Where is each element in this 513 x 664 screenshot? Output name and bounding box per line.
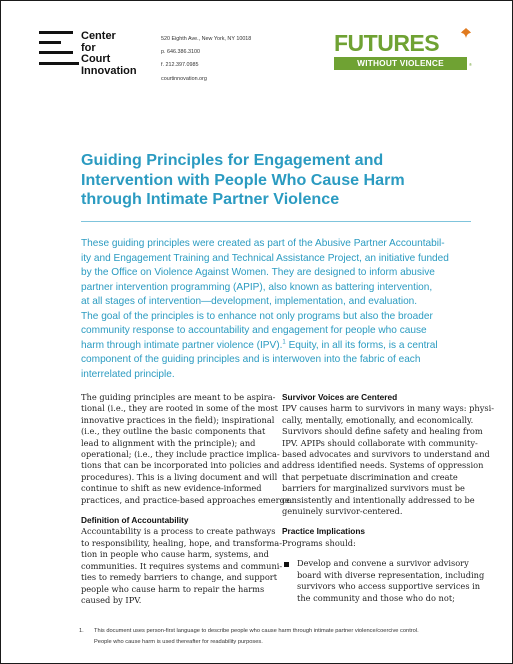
intro-line: community response to accountability and engagement for people who cause xyxy=(81,325,427,336)
body-line: innovative practices in the field); inspirational xyxy=(81,414,275,425)
footnote-line: This document uses person-first language to describe people who cause harm through intimate partner violence/coercive control. xyxy=(94,628,419,634)
section-heading: Definition of Accountability xyxy=(81,515,189,526)
section-heading: Survivor Voices are Centered xyxy=(282,392,398,402)
body-line: consistently and intentionally addressed to be xyxy=(282,494,475,505)
intro-line: interrelated principle. xyxy=(81,368,175,380)
intro-line: partner intervention programming (APIP), also known as battering intervention, xyxy=(81,281,433,293)
title-line: Intervention with People Who Cause Harm xyxy=(81,170,405,189)
square-bullet-icon xyxy=(284,562,289,567)
body-line: the community and those who do not; xyxy=(297,592,455,603)
leaf-icon xyxy=(461,28,471,38)
website: courtinnovation.org xyxy=(161,75,207,82)
logo-sub-text: WITHOUT VIOLENCE xyxy=(334,57,467,70)
body-line: practices, and practice-based approaches emerge. xyxy=(81,494,293,505)
body-line: address identified needs. Systems of oppression xyxy=(282,460,484,471)
body-line: that perpetuate discrimination and create xyxy=(282,471,458,482)
body-line: IPV causes harm to survivors in many ways: physi- xyxy=(282,403,495,414)
list-item xyxy=(282,558,485,604)
right-column xyxy=(282,392,495,604)
address: 520 Eighth Ave., New York, NY 10018 xyxy=(161,36,252,42)
body-line: lead to alignment with the principle); and xyxy=(81,437,256,448)
logo-main-text: FUTURES xyxy=(334,30,440,56)
body-line: tion in people who cause harm, systems, and xyxy=(81,549,269,560)
body-line: continue to shift as new evidence-informed xyxy=(81,483,262,494)
footnote-ref: 1 xyxy=(282,339,286,346)
title-divider xyxy=(81,221,471,222)
footnote-number: 1. xyxy=(79,628,84,634)
left-column xyxy=(81,392,293,606)
body-line: The guiding principles are meant to be aspira- xyxy=(81,392,276,402)
org-name-line: for xyxy=(81,41,96,54)
footnote-line: People who cause harm is used thereafter for readability purposes. xyxy=(94,638,263,645)
body-line: board with diverse representation, including xyxy=(297,569,485,580)
center-for-court-innovation-logo-icon xyxy=(39,29,79,67)
intro-line: The goal of the principles is to enhance not only programs but also the broader xyxy=(81,310,433,322)
fax: f. 212.397.0985 xyxy=(161,62,199,69)
body-line: Develop and convene a survivor advisory xyxy=(297,558,469,569)
intro-line: at all stages of intervention—development, implementation, and evaluation. xyxy=(81,296,418,307)
body-line: Programs should: xyxy=(282,537,356,548)
org-name xyxy=(81,31,137,77)
body-line: barriers for marginalized survivors must be xyxy=(282,483,465,494)
body-line: operational; (i.e., they include practice implica- xyxy=(81,449,280,460)
body-line: people who cause harm to repair the harms xyxy=(81,583,265,594)
intro-line: These guiding principles were created as part of the Abusive Partner Accountabil- xyxy=(81,238,445,249)
intro-paragraph xyxy=(81,237,481,382)
title-line: through Intimate Partner Violence xyxy=(81,190,340,208)
body-line: cally, mentally, emotionally, and economically. xyxy=(282,414,474,425)
body-line: genuinely survivor-centered. xyxy=(282,506,403,517)
contact-info xyxy=(161,33,251,86)
registered-mark: ® xyxy=(469,62,472,67)
body-line: survivors who access supportive services in xyxy=(297,581,481,592)
org-name-line: Court xyxy=(81,53,111,65)
org-name-line: Innovation xyxy=(81,64,137,77)
body-line: communities. It requires systems and communi- xyxy=(81,560,283,571)
footnote-text xyxy=(94,626,419,647)
title-line: Guiding Principles for Engagement and xyxy=(81,151,384,169)
body-line: based advocates and survivors to understand and xyxy=(282,449,490,460)
body-line: procedures). This is a living document and will xyxy=(81,471,278,482)
body-line: IPV. APIPs should collaborate with community- xyxy=(282,437,478,448)
section-heading: Practice Implications xyxy=(282,526,366,537)
intro-line-tail: Equity, in all its forms, is a central xyxy=(285,339,438,351)
org-name-line: Center xyxy=(81,30,116,42)
body-line: (i.e., they outline the basic components that xyxy=(81,426,266,437)
phone: p. 646.386.3100 xyxy=(161,49,200,56)
intro-line-text: harm through intimate partner violence (IPV). xyxy=(81,339,283,351)
body-line: Accountability is a process to create pathways xyxy=(81,526,276,537)
intro-line: by the Office on Violence Against Women. They are designed to inform abusive xyxy=(81,267,435,278)
body-line: caused by IPV. xyxy=(81,594,142,605)
intro-line xyxy=(81,339,481,354)
intro-line: component of the guiding principles and is interwoven into the fabric of each xyxy=(81,354,421,365)
body-line: to responsibility, healing, hope, and transforma- xyxy=(81,537,282,548)
intro-line: ity and Engagement Training and Technical Assistance Project, an initiative funded xyxy=(81,252,449,264)
body-line: tional (i.e., they are rooted in some of the most xyxy=(81,403,279,414)
page-title xyxy=(81,151,486,210)
body-line: Survivors should define safety and healing from xyxy=(282,426,483,437)
body-line: ties to remedy barriers to change, and support xyxy=(81,572,278,583)
futures-without-violence-logo xyxy=(334,31,474,77)
body-line: tions that can be incorporated into policies and xyxy=(81,460,280,471)
